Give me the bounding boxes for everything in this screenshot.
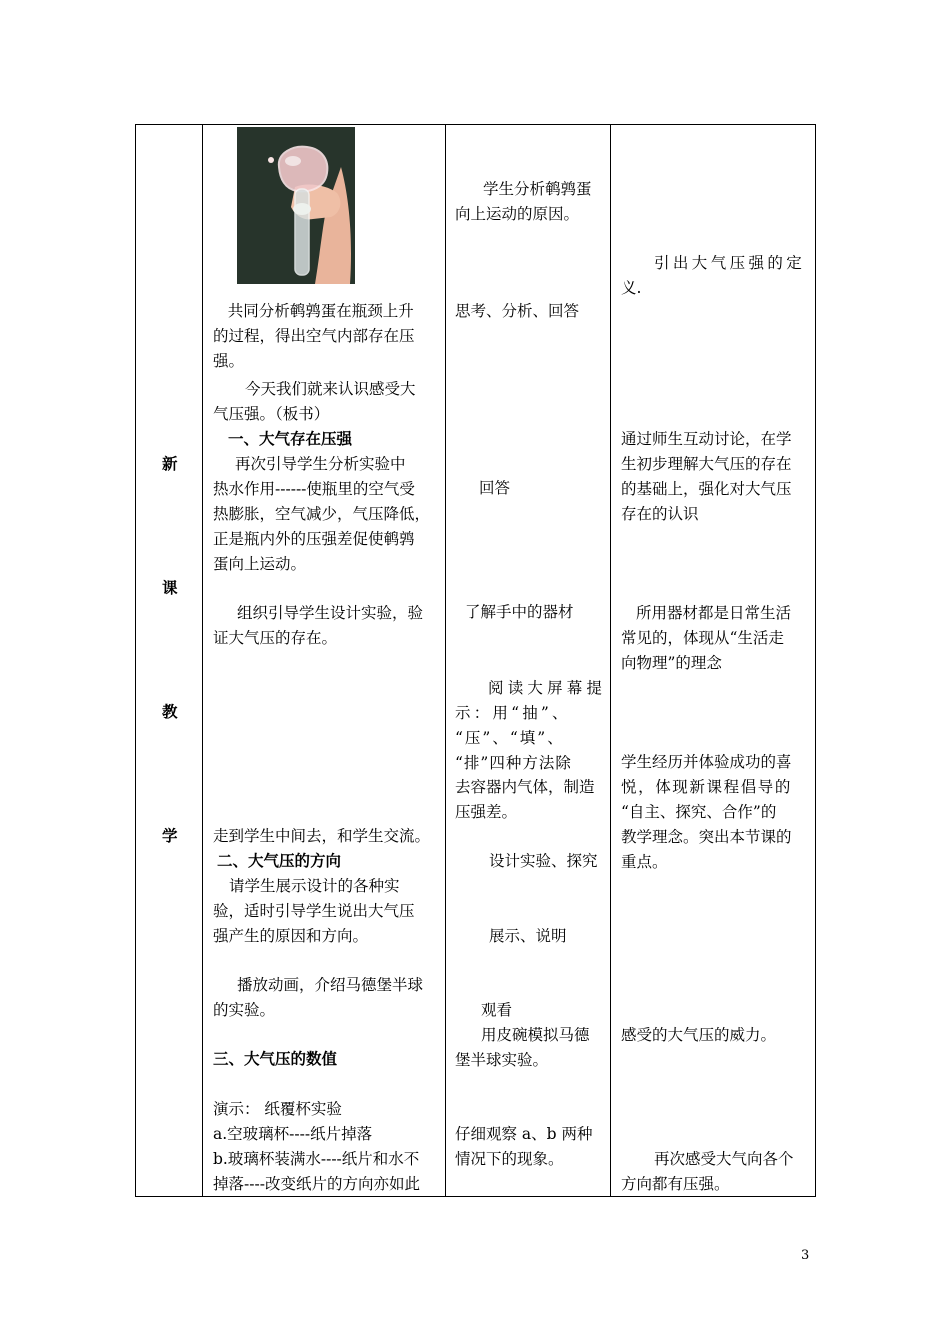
intent-text-line: 引出大气压强的定	[654, 254, 806, 272]
student-text-line: 仔细观察 a、b 两种	[455, 1125, 593, 1143]
student-text-line: “排”四种方法除	[455, 754, 572, 772]
intent-text-line: 学生经历并体验成功的喜	[621, 753, 792, 771]
teacher-text-line: 的实验。	[213, 1001, 276, 1019]
teacher-text-line: 演示： 纸覆杯实验	[213, 1100, 342, 1118]
hand-holding-flask-image	[237, 127, 355, 284]
intent-text-line: 义.	[621, 279, 642, 297]
teacher-text-line: 掉落----改变纸片的方向亦如此	[213, 1175, 420, 1193]
teacher-text-line: 的过程，得出空气内部存在压	[213, 327, 415, 345]
teacher-text-line: 组织引导学生设计实验，验	[237, 604, 424, 622]
student-text-line: 阅读大屏幕提	[488, 679, 607, 697]
intent-text-line: 的基础上，强化对大气压	[621, 480, 792, 498]
teacher-text-line: b.玻璃杯装满水----纸片和水不	[213, 1150, 420, 1168]
intent-text-line: 教学理念。突出本节课的	[621, 828, 792, 846]
teacher-text-line: 蛋向上运动。	[213, 555, 307, 573]
student-text-line: 了解手中的器材	[465, 603, 574, 621]
column-divider	[610, 125, 611, 1196]
intent-text-line: 再次感受大气向各个	[654, 1150, 794, 1168]
page-number: 3	[801, 1248, 810, 1263]
teacher-text-line: 强。	[213, 352, 245, 370]
intent-text-line: 通过师生互动讨论，在学	[621, 430, 792, 448]
column-divider	[202, 125, 203, 1196]
intent-text-line: 方向都有压强。	[621, 1175, 730, 1193]
intent-text-line: 向物理”的理念	[621, 654, 722, 672]
teacher-text-line: 证大气压的存在。	[213, 629, 338, 647]
intent-text-line: 悦，体现新课程倡导的	[621, 778, 793, 796]
student-text-line: 堡半球实验。	[455, 1051, 549, 1069]
teacher-text-line: 气压强。（板书）	[213, 405, 330, 423]
stage-label-char: 新	[162, 454, 178, 473]
teacher-text-line: 强产生的原因和方向。	[213, 927, 369, 945]
student-text-line: 思考、分析、回答	[455, 302, 580, 320]
student-text-line: 展示、说明	[489, 927, 567, 945]
teacher-text-line: 验，适时引导学生说出大气压	[213, 902, 415, 920]
intent-text-line: 常见的，体现从“生活走	[621, 629, 784, 647]
intent-text-line: “自主、探究、合作”的	[621, 803, 777, 821]
student-text-line: “压”、“填”、	[455, 729, 565, 747]
student-text-line: 用皮碗模拟马德	[481, 1026, 590, 1044]
teacher-text-line: 今天我们就来认识感受大	[245, 380, 416, 398]
intent-text-line: 重点。	[621, 853, 668, 871]
experiment-photo	[237, 127, 355, 284]
teacher-text-line: 走到学生中间去，和学生交流。	[213, 827, 431, 845]
student-text-line: 压强差。	[455, 803, 518, 821]
intent-text-line: 所用器材都是日常生活	[636, 604, 792, 622]
student-text-line: 观看	[481, 1001, 513, 1019]
section-heading: 三、大气压的数值	[213, 1049, 338, 1068]
stage-label-char: 教	[162, 702, 178, 721]
teacher-text-line: 再次引导学生分析实验中	[235, 455, 406, 473]
student-text-line: 回答	[479, 479, 511, 497]
intent-text-line: 感受的大气压的威力。	[621, 1026, 777, 1044]
student-text-line: 向上运动的原因。	[455, 205, 580, 223]
intent-text-line: 存在的认识	[621, 505, 699, 523]
lesson-plan-table	[135, 124, 816, 1197]
student-text-line: 去容器内气体，制造	[455, 778, 595, 796]
intent-text-line: 生初步理解大气压的存在	[621, 455, 792, 473]
teacher-text-line: 正是瓶内外的压强差促使鹌鹑	[213, 530, 415, 548]
teacher-text-line: 热水作用------使瓶里的空气受	[213, 480, 415, 498]
student-text-line: 学生分析鹌鹑蛋	[483, 180, 592, 198]
stage-label-char: 课	[162, 578, 178, 597]
section-heading: 二、大气压的方向	[217, 851, 342, 870]
student-text-line: 示：用“抽”、	[455, 704, 571, 722]
student-text-line: 设计实验、探究	[489, 852, 598, 870]
teacher-text-line: 播放动画，介绍马德堡半球	[237, 976, 424, 994]
teacher-text-line: 共同分析鹌鹑蛋在瓶颈上升	[227, 302, 414, 320]
section-heading: 一、大气存在压强	[228, 429, 353, 448]
teacher-text-line: 热膨胀，空气减少，气压降低，	[213, 505, 431, 523]
teacher-text-line: 请学生展示设计的各种实	[229, 877, 400, 895]
student-text-line: 情况下的现象。	[455, 1150, 564, 1168]
stage-label-char: 学	[162, 826, 178, 845]
teacher-text-line: a.空玻璃杯----纸片掉落	[213, 1125, 373, 1143]
column-divider	[445, 125, 446, 1196]
